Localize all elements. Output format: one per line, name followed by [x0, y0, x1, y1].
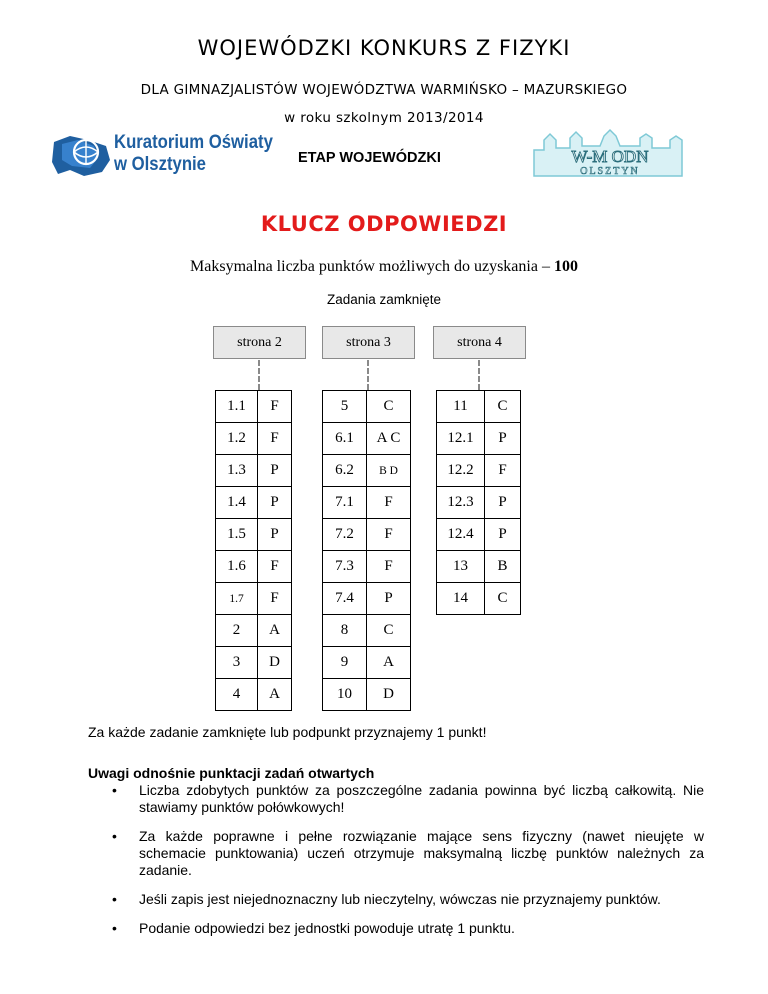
page-box-2: strona 2: [213, 326, 306, 359]
connector-line: [367, 360, 369, 390]
task-answer: D: [258, 647, 292, 679]
closed-tasks-header: Zadania zamknięte: [326, 292, 442, 307]
odn-logo-icon: [530, 128, 690, 180]
remarks-title: Uwagi odnośnie punktacji zadań otwartych: [88, 765, 375, 781]
list-item: • Liczba zdobytych punktów za poszczególne zadania powinna być liczbą całkowitą. Nie stawiamy punktów połówkowych!: [112, 782, 704, 816]
task-answer: P: [258, 455, 292, 487]
task-answer: P: [485, 487, 521, 519]
task-answer: A: [258, 679, 292, 711]
task-number: 1.7: [216, 583, 258, 615]
page-subtitle: DLA GIMNAZJALISTÓW WOJEWÓDZTWA WARMIŃSKO – MAZURSKIEGO: [140, 82, 628, 98]
table-row: [323, 679, 411, 711]
task-answer: P: [367, 583, 411, 615]
task-number: 1.5: [216, 519, 258, 551]
task-number: 1.2: [216, 423, 258, 455]
table-row: [323, 391, 411, 423]
table-row: [323, 615, 411, 647]
answers-page-3: [322, 390, 411, 711]
answers-page-2: [215, 390, 292, 711]
task-answer: P: [258, 519, 292, 551]
table-row: [437, 455, 521, 487]
list-item: • Jeśli zapis jest niejednoznaczny lub nieczytelny, wówczas nie przyznajemy punktów.: [112, 891, 704, 908]
task-number: 1.1: [216, 391, 258, 423]
table-row: [216, 519, 292, 551]
task-answer: C: [485, 391, 521, 423]
task-number: 11: [437, 391, 485, 423]
task-number: 7.4: [323, 583, 367, 615]
task-answer: P: [485, 519, 521, 551]
table-row: [437, 391, 521, 423]
table-row: [216, 679, 292, 711]
closed-tasks-note: Za każde zadanie zamknięte lub podpunkt przyznajemy 1 punkt!: [88, 724, 487, 740]
task-number: 12.4: [437, 519, 485, 551]
task-number: 1.6: [216, 551, 258, 583]
table-row: [437, 487, 521, 519]
task-number: 9: [323, 647, 367, 679]
task-answer: A: [258, 615, 292, 647]
task-number: 8: [323, 615, 367, 647]
page-box-3: strona 3: [322, 326, 415, 359]
odn-logo-city: OLSZTYN: [580, 166, 640, 177]
max-points-text: Maksymalna liczba punktów możliwych do uzyskania –: [190, 258, 554, 275]
task-number: 5: [323, 391, 367, 423]
task-answer: C: [485, 583, 521, 615]
task-number: 7.3: [323, 551, 367, 583]
task-answer: C: [367, 391, 411, 423]
table-row: [216, 551, 292, 583]
task-answer: B: [485, 551, 521, 583]
task-answer: F: [258, 391, 292, 423]
stage-label: ETAP WOJEWÓDZKI: [298, 150, 441, 166]
task-answer: F: [367, 551, 411, 583]
table-row: [437, 519, 521, 551]
task-answer: F: [367, 487, 411, 519]
task-number: 6.1: [323, 423, 367, 455]
task-answer: F: [258, 423, 292, 455]
table-row: [216, 455, 292, 487]
task-answer: F: [367, 519, 411, 551]
task-answer: F: [258, 551, 292, 583]
task-number: 6.2: [323, 455, 367, 487]
task-number: 12.2: [437, 455, 485, 487]
page-title: WOJEWÓDZKI KONKURS Z FIZYKI: [197, 36, 571, 60]
answer-key-title: KLUCZ ODPOWIEDZI: [260, 212, 508, 236]
task-number: 14: [437, 583, 485, 615]
table-row: [323, 583, 411, 615]
table-row: [437, 423, 521, 455]
odn-logo-text: W-M ODN: [571, 147, 649, 166]
remarks-list: [112, 782, 704, 949]
task-number: 12.3: [437, 487, 485, 519]
table-row: [216, 487, 292, 519]
task-number: 12.1: [437, 423, 485, 455]
task-number: 1.4: [216, 487, 258, 519]
connector-line: [258, 360, 260, 390]
list-item: • Za każde poprawne i pełne rozwiązanie mające sens fizyczny (nawet nieujęte w schemacie punktowania) uczeń otrzymuje maksymalną liczbę punktów należnych za zadanie.: [112, 828, 704, 879]
table-row: [323, 551, 411, 583]
connector-line: [478, 360, 480, 390]
page-box-4: strona 4: [433, 326, 526, 359]
task-answer: D: [367, 679, 411, 711]
table-row: [323, 487, 411, 519]
table-row: [437, 551, 521, 583]
task-number: 3: [216, 647, 258, 679]
table-row: [323, 519, 411, 551]
answers-page-4: [436, 390, 521, 615]
task-answer: A C: [367, 423, 411, 455]
kuratorium-name-line2: w Olsztynie: [114, 154, 206, 175]
task-answer: C: [367, 615, 411, 647]
max-points-value: 100: [553, 258, 578, 275]
task-answer: F: [485, 455, 521, 487]
table-row: [216, 615, 292, 647]
task-number: 13: [437, 551, 485, 583]
task-number: 1.3: [216, 455, 258, 487]
task-number: 7.1: [323, 487, 367, 519]
task-number: 2: [216, 615, 258, 647]
table-row: [216, 583, 292, 615]
table-row: [323, 423, 411, 455]
task-answer: F: [258, 583, 292, 615]
table-row: [216, 647, 292, 679]
task-answer: A: [367, 647, 411, 679]
task-answer: B D: [367, 455, 411, 487]
task-number: 10: [323, 679, 367, 711]
kuratorium-name-line1: Kuratorium Oświaty: [114, 132, 273, 153]
table-row: [216, 423, 292, 455]
list-item: • Podanie odpowiedzi bez jednostki powoduje utratę 1 punktu.: [112, 920, 704, 937]
table-row: [437, 583, 521, 615]
table-row: [323, 455, 411, 487]
max-points-line: [0, 258, 768, 276]
task-number: 7.2: [323, 519, 367, 551]
table-row: [216, 391, 292, 423]
task-answer: P: [258, 487, 292, 519]
task-number: 4: [216, 679, 258, 711]
task-answer: P: [485, 423, 521, 455]
table-row: [323, 647, 411, 679]
school-year: w roku szkolnym 2013/2014: [284, 110, 484, 126]
